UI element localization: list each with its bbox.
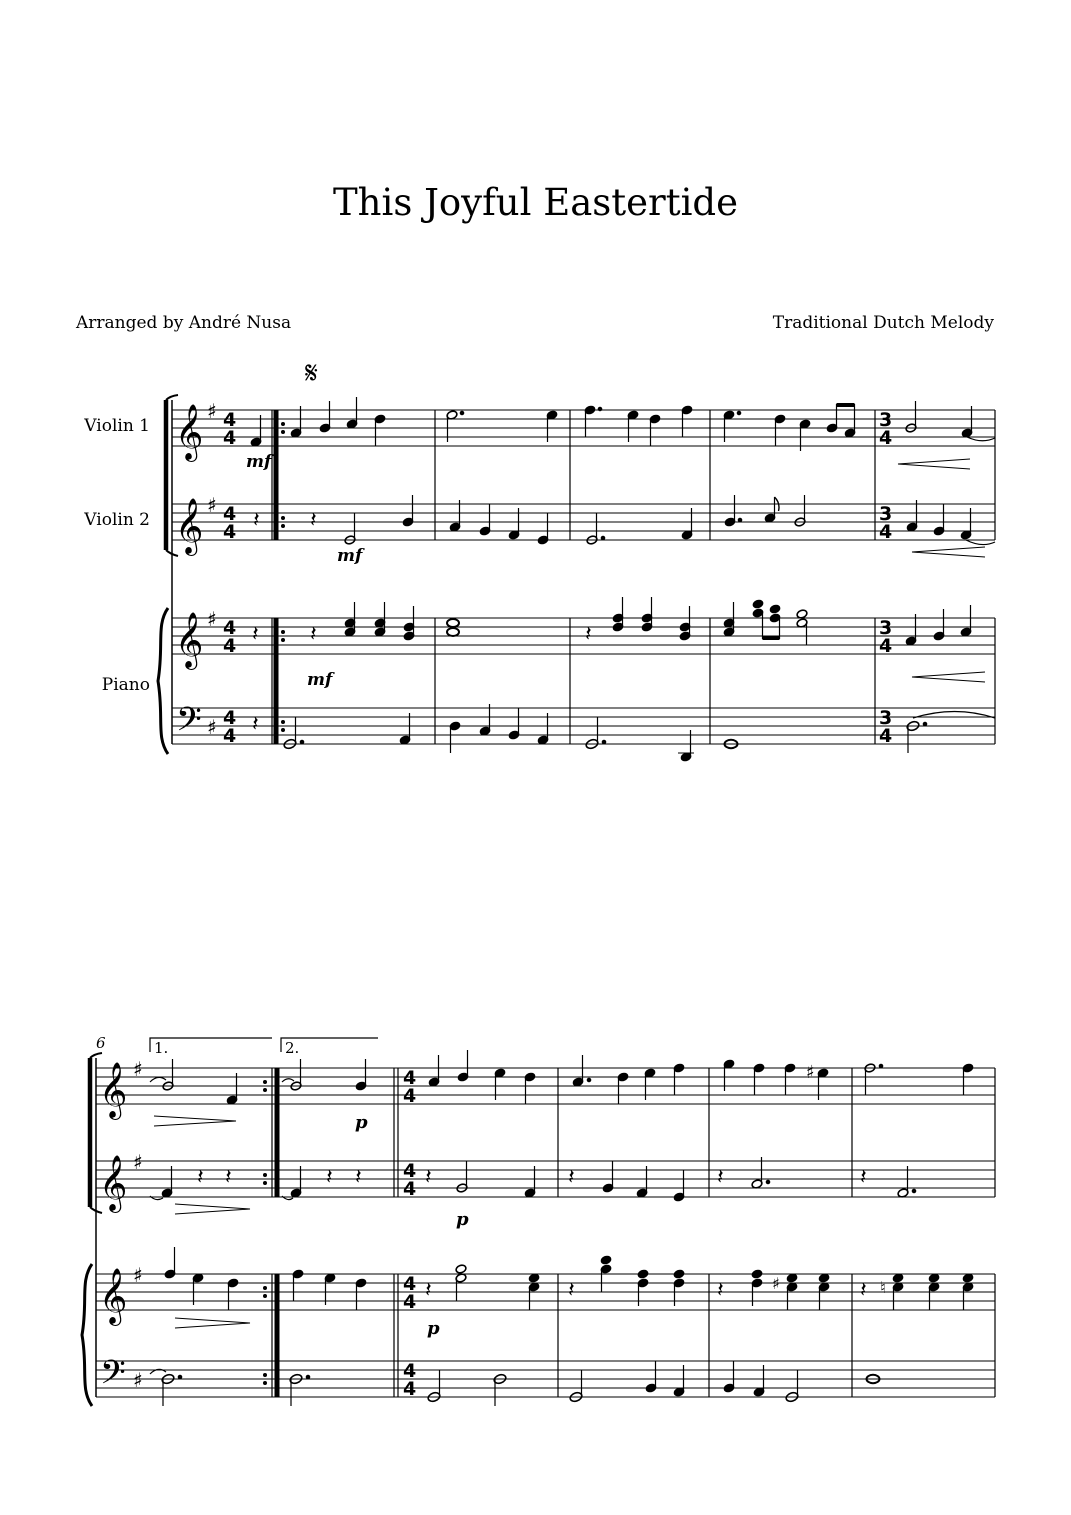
treble-clef-icon: 𝄞 (99, 1062, 128, 1118)
staff-piano-treble-sys1 (172, 618, 995, 654)
svg-text:3: 3 (879, 617, 893, 639)
treble-clef-icon: 𝄞 (175, 612, 204, 668)
svg-text:3: 3 (879, 503, 893, 525)
svg-text:𝄽: 𝄽 (310, 508, 317, 533)
svg-text:3: 3 (879, 707, 893, 729)
instrument-label-violin1: Violin 1 (84, 416, 150, 436)
dynamic-mf: mf (337, 546, 363, 566)
sharp-icon: ♯ (207, 493, 217, 517)
dynamic-p: p (355, 1112, 368, 1133)
measure-number: 6 (96, 1034, 106, 1052)
composer-credit: Traditional Dutch Melody (772, 313, 994, 333)
piano-brace (82, 1264, 92, 1406)
time-signature-3-4 (879, 409, 892, 747)
svg-text:4: 4 (403, 1273, 417, 1295)
svg-text:4: 4 (223, 617, 237, 639)
svg-text:𝄽: 𝄽 (717, 1278, 724, 1303)
svg-text:𝄽: 𝄽 (225, 1165, 232, 1190)
svg-text:𝄽: 𝄽 (425, 1278, 432, 1303)
svg-text:4: 4 (403, 1378, 417, 1400)
svg-text:4: 4 (403, 1160, 417, 1182)
system-2 (82, 1034, 995, 1406)
svg-text:♯: ♯ (806, 1062, 815, 1083)
svg-text:4: 4 (879, 635, 893, 657)
svg-text:♯: ♯ (772, 1274, 780, 1293)
instrument-label-violin2: Violin 2 (84, 510, 150, 530)
svg-text:𝄽: 𝄽 (310, 622, 317, 647)
piano-bass-notes-sys2 (150, 1361, 880, 1406)
treble-clef-icon: 𝄞 (99, 1155, 128, 1211)
decrescendo-hairpin (154, 1116, 236, 1126)
sharp-icon: ♯ (207, 715, 217, 739)
svg-text:4: 4 (879, 521, 893, 543)
svg-text:4: 4 (403, 1178, 417, 1200)
treble-clef-icon: 𝄞 (175, 498, 204, 554)
crescendo-hairpin (912, 672, 985, 682)
svg-text:4: 4 (403, 1360, 417, 1382)
treble-clef-icon: 𝄞 (175, 404, 204, 460)
staff-piano-bass-sys2 (96, 1361, 995, 1397)
svg-text:𝄽: 𝄽 (585, 622, 592, 647)
svg-text:𝄽: 𝄽 (252, 622, 259, 647)
volta-1: 1. (154, 1039, 169, 1057)
violin1-notes-sys2 (150, 1050, 974, 1105)
bass-clef-icon: 𝄢 (176, 701, 202, 747)
svg-text:4: 4 (223, 409, 237, 431)
piano-brace (158, 608, 168, 754)
volta-2: 2. (285, 1039, 300, 1057)
decrescendo-hairpin (175, 1318, 250, 1328)
svg-text:4: 4 (223, 427, 237, 449)
barlines-sys1 (272, 410, 995, 744)
svg-text:𝄽: 𝄽 (355, 1165, 362, 1190)
barlines-sys2 (272, 1068, 995, 1397)
volta-brackets (150, 1038, 378, 1057)
sharp-icon: ♯ (133, 1150, 143, 1174)
svg-text:𝄽: 𝄽 (197, 1165, 204, 1190)
svg-text:4: 4 (223, 707, 237, 729)
sharp-icon: ♯ (207, 399, 217, 423)
violin2-notes-sys2 (150, 1157, 916, 1202)
svg-text:4: 4 (223, 521, 237, 543)
dynamic-p: p (427, 1318, 440, 1339)
svg-text:4: 4 (223, 503, 237, 525)
svg-text:4: 4 (223, 725, 237, 747)
crescendo-hairpin (912, 547, 985, 557)
sharp-icon: ♯ (207, 607, 217, 631)
arranger-credit: Arranged by André Nusa (76, 313, 292, 333)
decrescendo-hairpin (175, 1204, 250, 1214)
svg-text:3: 3 (879, 409, 893, 431)
repeat-start-dots (281, 422, 285, 732)
svg-text:4: 4 (223, 635, 237, 657)
staff-violin2-sys1 (172, 504, 995, 540)
svg-text:𝄽: 𝄽 (717, 1165, 724, 1190)
svg-text:4: 4 (879, 725, 893, 747)
svg-text:4: 4 (403, 1067, 417, 1089)
dynamic-mf: mf (246, 452, 272, 472)
time-signature-4-4 (403, 1067, 416, 1400)
sharp-icon: ♯ (133, 1368, 143, 1392)
segno-sign: 𝄋 (305, 356, 318, 391)
svg-text:♮: ♮ (880, 1278, 886, 1297)
piano-treble-notes-sys1 (252, 597, 972, 647)
system-1 (83, 356, 995, 762)
bass-clef-icon: 𝄢 (100, 1354, 126, 1400)
crescendo-hairpin (898, 459, 970, 469)
sharp-icon: ♯ (133, 1263, 143, 1287)
dynamic-mf: mf (307, 670, 333, 690)
svg-text:𝄽: 𝄽 (252, 712, 259, 737)
sharp-icon: ♯ (133, 1057, 143, 1081)
time-signature-4-4 (223, 409, 236, 747)
svg-text:𝄽: 𝄽 (425, 1165, 432, 1190)
staff-violin1-sys1 (172, 410, 995, 446)
svg-text:𝄽: 𝄽 (568, 1165, 575, 1190)
svg-text:4: 4 (879, 427, 893, 449)
score-title: This Joyful Eastertide (332, 181, 738, 224)
treble-clef-icon: 𝄞 (99, 1268, 128, 1324)
dynamic-p: p (456, 1209, 469, 1230)
svg-text:𝄽: 𝄽 (860, 1165, 867, 1190)
svg-text:𝄽: 𝄽 (253, 508, 260, 533)
svg-text:𝄽: 𝄽 (568, 1278, 575, 1303)
svg-text:𝄽: 𝄽 (326, 1165, 333, 1190)
svg-text:𝄽: 𝄽 (860, 1278, 867, 1303)
instrument-label-piano: Piano (101, 675, 150, 695)
svg-text:4: 4 (403, 1085, 417, 1107)
svg-text:4: 4 (403, 1291, 417, 1313)
repeat-end-dots (263, 1080, 267, 1385)
